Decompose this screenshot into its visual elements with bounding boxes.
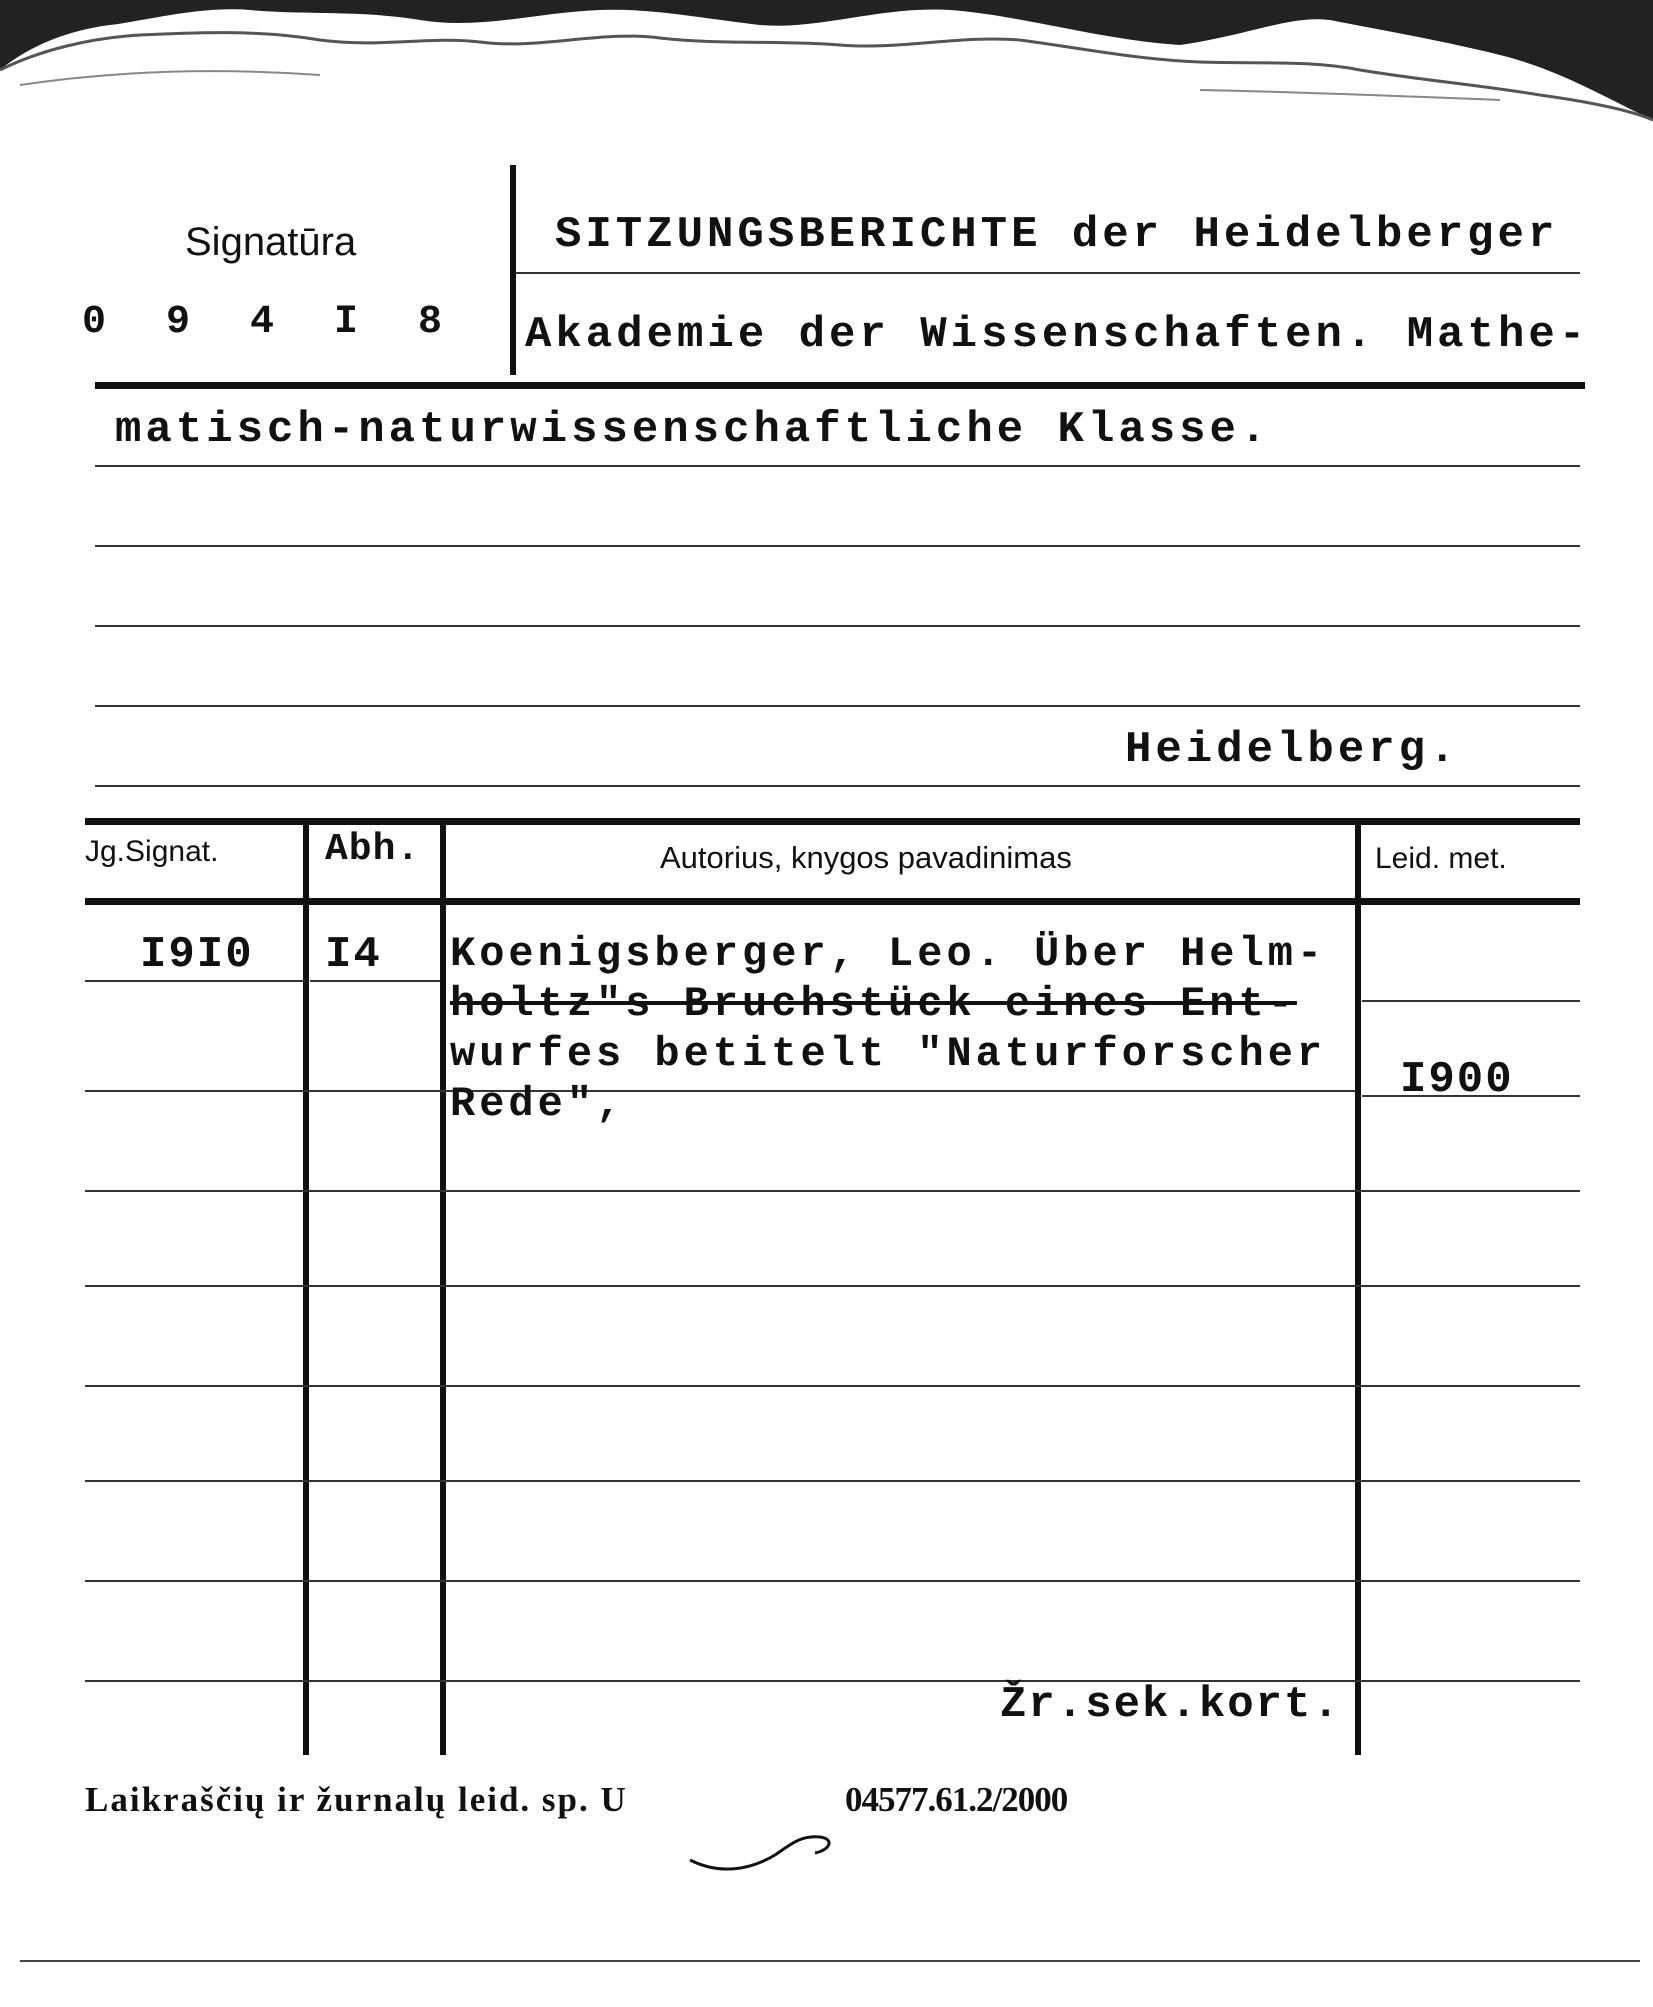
- row-line: [85, 1680, 1580, 1682]
- table-col-divider-3: [1355, 820, 1361, 1755]
- entry-title-line: wurfes betitelt "Naturforscher: [450, 1030, 1327, 1078]
- row-line: [85, 1385, 1580, 1387]
- row-line: [85, 980, 305, 982]
- entry-title-line: holtz"s Bruchstück eines Ent-: [450, 980, 1297, 1028]
- table-col-divider-1: [303, 820, 309, 1755]
- footer-code: 04577.61.2/2000: [845, 1780, 1068, 1819]
- torn-top-edge: [0, 0, 1653, 130]
- header-author-title: Autorius, knygos pavadinimas: [660, 840, 1072, 875]
- see-next-card-note: Žr.sek.kort.: [1000, 1680, 1341, 1730]
- title-line-1: SITZUNGSBERICHTE der Heidelberger: [555, 210, 1559, 260]
- entry-title-line: Rede",: [450, 1080, 626, 1128]
- row-line: [85, 1190, 1580, 1192]
- row-line: [85, 1480, 1580, 1482]
- title-line-3: matisch-naturwissenschaftliche Klasse.: [115, 405, 1271, 455]
- header-thick-rule: [95, 382, 1585, 389]
- bottom-edge-rule: [20, 1960, 1640, 1962]
- header-signat: Jg.Signat.: [85, 835, 219, 868]
- rule: [95, 785, 1580, 787]
- rule: [95, 705, 1580, 707]
- row-line: [310, 980, 440, 982]
- entry-title-block: [450, 930, 1350, 1130]
- header-pub-year: Leid. met.: [1375, 842, 1507, 875]
- header-divider: [510, 165, 516, 375]
- table-col-divider-2: [440, 820, 446, 1755]
- title-line-2: Akademie der Wissenschaften. Mathe-: [525, 310, 1590, 360]
- handwritten-mark: [680, 1815, 850, 1885]
- entry-title-line: Koenigsberger, Leo. Über Helm-: [450, 930, 1327, 978]
- signatura-label: Signatūra: [185, 220, 357, 264]
- place: Heidelberg.: [1125, 725, 1460, 775]
- row-line: [1362, 1000, 1580, 1002]
- entry-pub-year: I900: [1400, 1055, 1514, 1105]
- footer-printer: Laikraščių ir žurnalų leid. sp. U: [85, 1780, 628, 1819]
- rule: [515, 272, 1580, 274]
- row-line: [85, 1285, 1580, 1287]
- row-line: [85, 1580, 1580, 1582]
- entry-year: I9I0: [140, 930, 254, 980]
- entry-number: I4: [325, 930, 382, 980]
- rule: [95, 465, 1580, 467]
- header-abh: Abh.: [325, 828, 421, 871]
- rule: [95, 545, 1580, 547]
- signatura-value: 0 9 4 I 8: [82, 300, 461, 345]
- rule: [95, 625, 1580, 627]
